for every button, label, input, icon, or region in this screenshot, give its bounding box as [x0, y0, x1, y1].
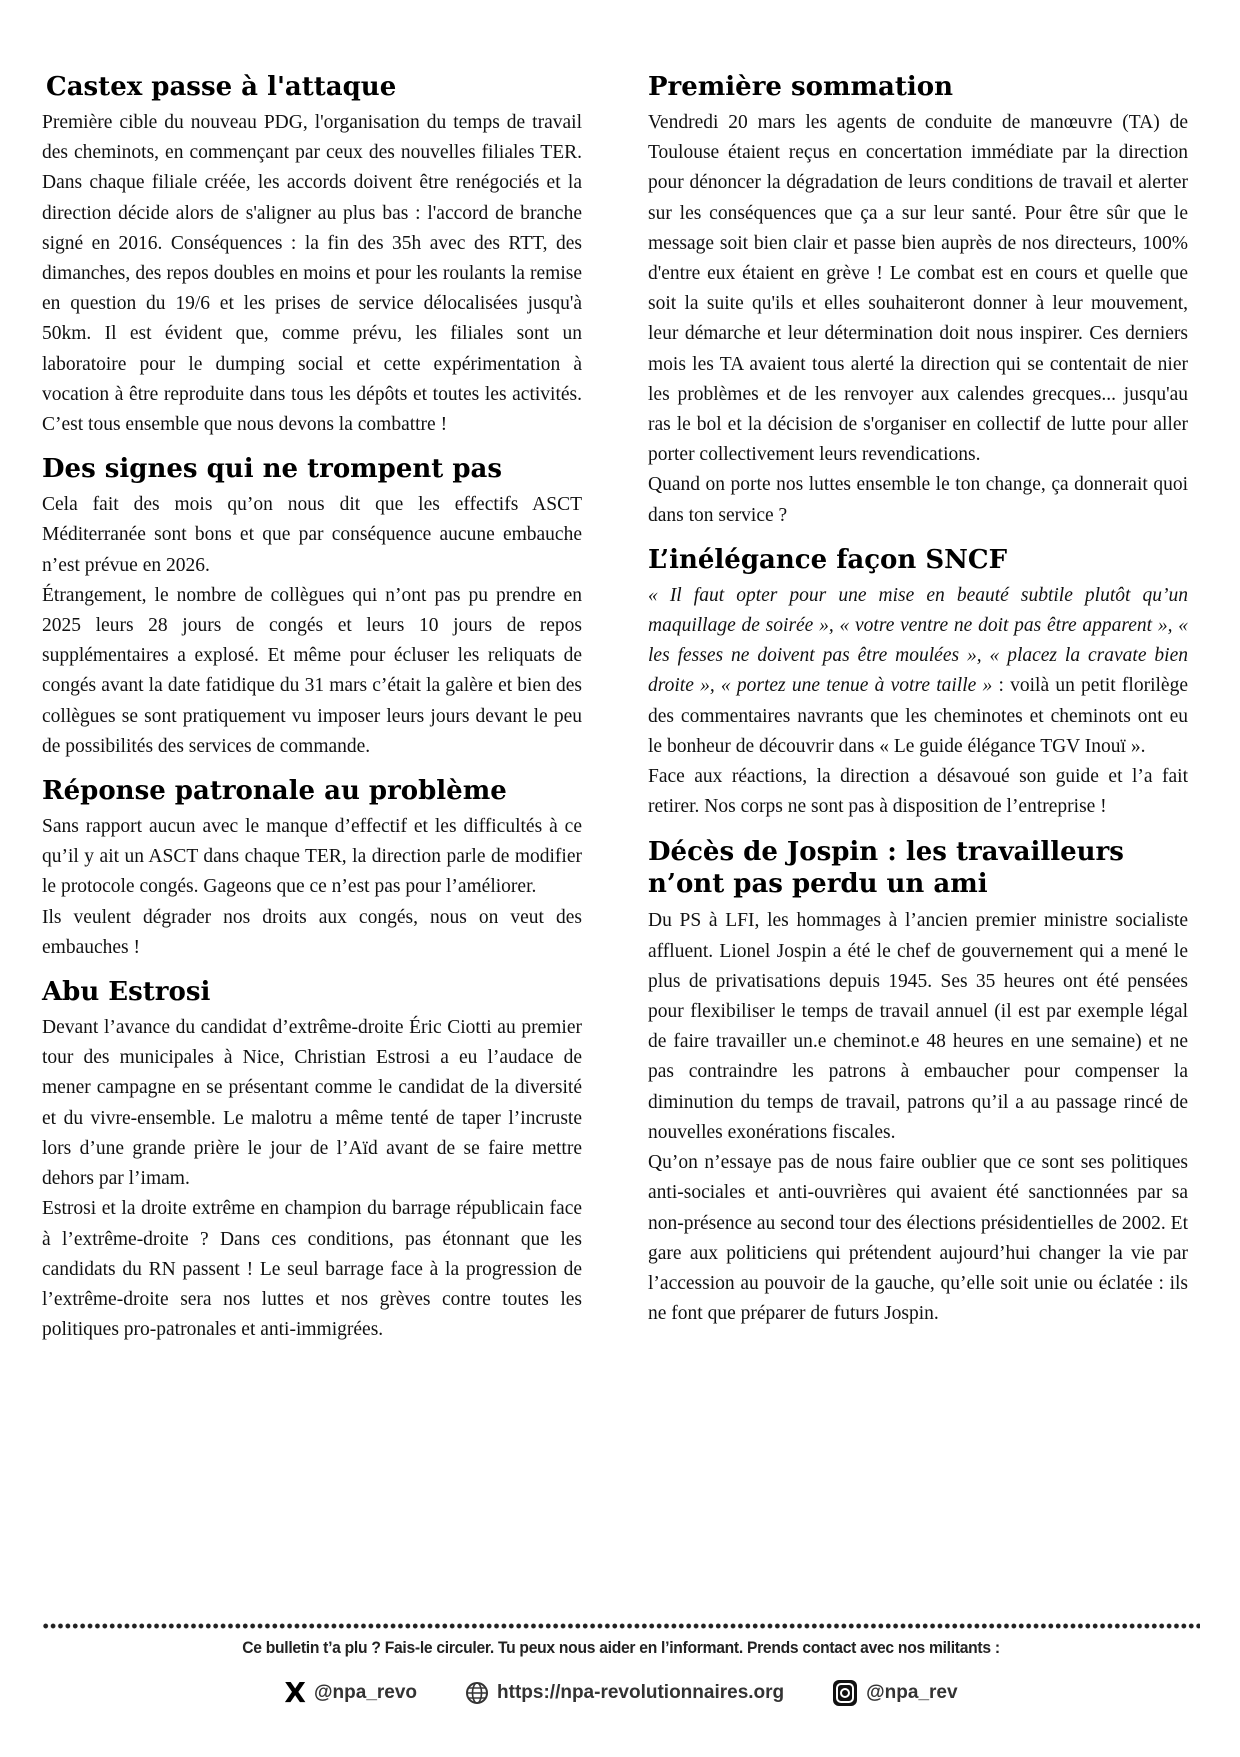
article-castex	[42, 72, 582, 440]
article-title: Abu Estrosi	[42, 977, 211, 1008]
article-reponse-patronale	[42, 776, 582, 963]
globe-icon	[465, 1681, 489, 1705]
article-abu-estrosi	[42, 977, 582, 1345]
quote: « Il faut opter pour une mise en beauté subtile plutôt qu’un maquillage de soirée », « votre ventre ne doit pas être apparent », « les fesses ne doivent pas être moulées », « placez la cravate bien droite », « portez une tenue à votre taille »	[648, 584, 1188, 697]
article-paragraph: Cela fait des mois qu’on nous dit que les effectifs ASCT Méditerranée sont bons et que par conséquence aucune embauche n’est prévue en 2026.	[42, 494, 582, 576]
article-title: L’inélégance façon SNCF	[648, 544, 1008, 575]
contact-label: @npa_rev	[866, 1681, 958, 1703]
instagram-icon	[832, 1679, 858, 1707]
contact-x[interactable]	[284, 1676, 417, 1709]
article-title: Réponse patronale au problème	[42, 776, 507, 807]
article-paragraph: Du PS à LFI, les hommages à l’ancien premier ministre socialiste affluent. Lionel Jospin a été le chef de gouvernement qui a mené le plus de privatisations depuis 1945. Ses 35 heures ont été pensées pour flexibiliser le temps de travail annuel (il est par exemple légal de faire travailler un.e cheminot.e 48 heures en une semaine) et ne pas contraindre les patrons à embaucher pour compenser la diminution du temps de travail, patrons qu’il a au passage rincé de nouvelles exonérations fiscales.	[648, 910, 1188, 1143]
article-paragraph: Ils veulent dégrader nos droits aux congés, nous on veut des embauches !	[42, 906, 582, 958]
quote-continuation: : voilà un petit florilège des commentaires navrants que les cheminotes et cheminots ont eu le bonheur de découvrir dans « Le guide élégance TGV Inouï ».	[648, 675, 1188, 757]
footer	[42, 1622, 1200, 1709]
article-inelegance	[648, 545, 1188, 823]
article-paragraph: Étrangement, le nombre de collègues qui n’ont pas pu prendre en 2025 leurs 28 jours de congés et leurs 10 jours de repos supplémentaires a explosé. Et même pour écluser les reliquats de congés avant la date fatidique du 31 mars c’était la galère et bien des collègues se sont pratiquement vu imposer leurs jours devant le peu de possibilités des services de commande.	[42, 584, 582, 757]
left-column	[42, 72, 582, 1359]
article-title: Des signes qui ne trompent pas	[42, 454, 503, 485]
contact-label: https://npa-revolutionnaires.org	[497, 1681, 785, 1703]
article-paragraph: Sans rapport aucun avec le manque d’effectif et les difficultés à ce qu’il y ait un ASCT dans chaque TER, la direction parle de modifier le protocole congés. Gageons que ce n’est pas pour l’améliorer.	[42, 816, 582, 898]
article-paragraph: Estrosi et la droite extrême en champion du barrage républicain face à l’extrême-droite ? Dans ces conditions, pas étonnant que les candidats du RN passent ! Le seul barrage face à la progression de l’extrême-droite sera nos luttes et nos grèves contre toutes les politiques pro-patronales et anti-immigrées.	[42, 1198, 582, 1341]
dotted-divider	[42, 1622, 1200, 1630]
contact-label: @npa_revo	[314, 1681, 418, 1703]
x-icon: X	[284, 1676, 307, 1709]
article-jospin	[648, 836, 1188, 1329]
article-premiere-sommation	[648, 72, 1188, 531]
article-paragraph: Qu’on n’essaye pas de nous faire oublier que ce sont ses politiques anti-sociales et anti-ouvrières qui avaient été sanctionnées par sa non-présence au second tour des élections présidentielles de 2002. Et gare aux politiciens qui prétendent aujourd’hui changer la vie par l’accession au pouvoir de la gauche, qu’elle soit unie ou éclatée : ils ne font que préparer de futurs Jospin.	[648, 1152, 1188, 1325]
article-paragraph: Vendredi 20 mars les agents de conduite de manœuvre (TA) de Toulouse étaient reçus en concertation immédiate par la direction pour dénoncer la dégradation de leurs conditions de travail et alerter sur les conséquences que ça a sur leur santé. Pour être sûr que le message soit bien clair et passe bien auprès de nos directeurs, 100% d'entre eux étaient en grève ! Le combat est en cours et quelle que soit la suite qu'ils et elles souhaiteront donner à leur mouvement, leur démarche et leur détermination doit nous inspirer. Ces derniers mois les TA avaient tous alerté la direction qui se contentait de nier les problèmes et de les renvoyer aux calendes grecques... jusqu'au ras le bol et la décision de s'organiser en collectif de lutte pour aller porter collectivement leurs revendications.	[648, 112, 1188, 466]
article-paragraph: Devant l’avance du candidat d’extrême-droite Éric Ciotti au premier tour des municipales à Nice, Christian Estrosi a eu l’audace de mener campagne en se présentant comme le candidat de la diversité et du vivre-ensemble. Le malotru a même tenté de taper l’incruste lors d’une grande prière le jour de l’Aïd avant de se faire mettre dehors par l’imam.	[42, 1017, 582, 1190]
article-paragraph	[648, 581, 1188, 762]
footer-message: Ce bulletin t’a plu ? Fais-le circuler. Tu peux nous aider en l’informant. Prends contact avec nos militants :	[242, 1638, 1000, 1657]
article-paragraph: Quand on porte nos luttes ensemble le ton change, ça donnerait quoi dans ton service ?	[648, 474, 1188, 526]
article-paragraph: Première cible du nouveau PDG, l'organisation du temps de travail des cheminots, en commençant par ceux des nouvelles filiales TER. Dans chaque filiale créée, les accords doivent être renégociés et la direction décide alors de s'aligner au plus bas : l'accord de branche signé en 2016. Conséquences : la fin des 35h avec des RTT, des dimanches, des repos doubles en moins et pour les roulants la remise en question du 19/6 et les prises de service délocalisées jusqu'à 50km. Il est évident que, comme prévu, les filiales sont un laboratoire pour le dumping social et cette expérimentation à vocation à être reproduite dans tous les dépôts et toutes les activités. C’est tous ensemble que nous devons la combattre !	[42, 112, 582, 436]
article-title: Première sommation	[648, 72, 953, 102]
article-title: Castex passe à l'attaque	[46, 72, 397, 102]
article-title: Décès de Jospin : les travailleurs n’ont pas perdu un ami	[648, 837, 1124, 900]
contact-instagram[interactable]	[832, 1679, 957, 1707]
article-paragraph: Face aux réactions, la direction a désavoué son guide et l’a fait retirer. Nos corps ne sont pas à disposition de l’entreprise !	[648, 766, 1188, 818]
contact-list	[42, 1676, 1200, 1709]
contact-website[interactable]	[465, 1681, 784, 1705]
right-column	[648, 72, 1188, 1343]
article-signes	[42, 454, 582, 762]
